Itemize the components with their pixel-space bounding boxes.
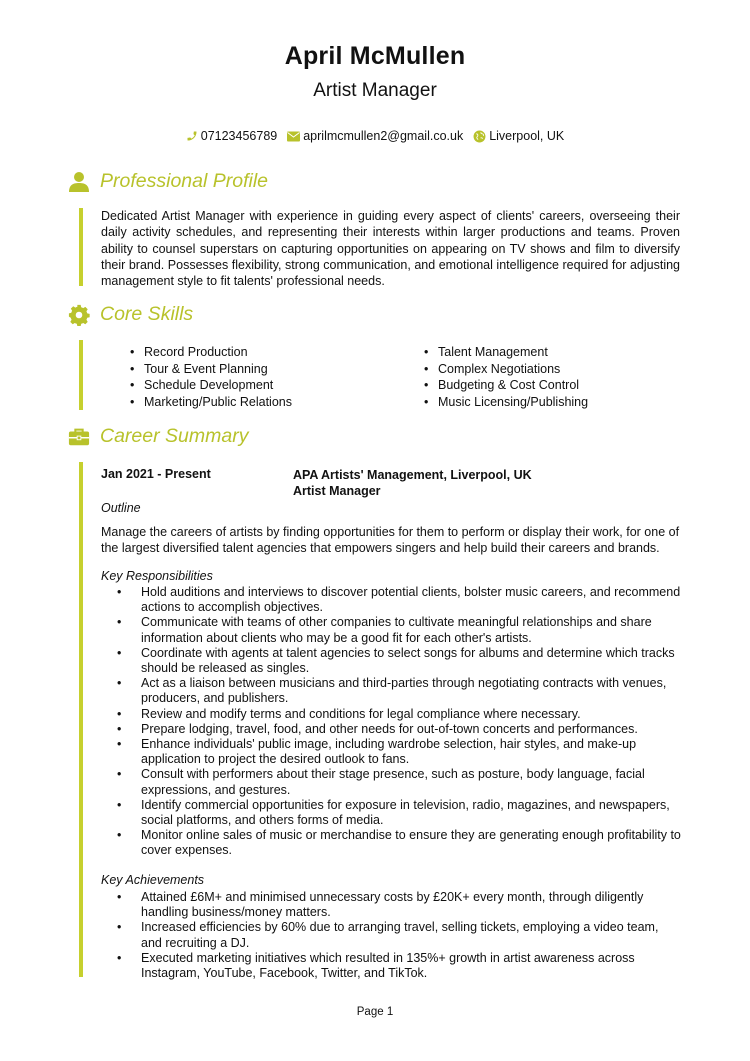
skill-item: • Talent Management	[424, 344, 624, 361]
list-item: • Identify commercial opportunities for exposure in television, radio, magazines, and newspapers, social platforms, and others forms of media.	[101, 798, 681, 828]
achievements-list	[101, 890, 681, 981]
section-heading-skills	[68, 303, 193, 326]
skill-item: • Music Licensing/Publishing	[424, 394, 624, 411]
company-name: APA Artists' Management, Liverpool, UK	[293, 468, 532, 482]
list-item: • Executed marketing initiatives which resulted in 135%+ growth in artist awareness across Instagram, YouTube, Facebook, Twitter, and TikTok.	[101, 951, 681, 981]
section-title: Career Summary	[100, 425, 249, 447]
skill-item: • Record Production	[130, 344, 330, 361]
achievements-label: Key Achievements	[101, 873, 205, 887]
responsibilities-label: Key Responsibilities	[101, 569, 213, 583]
section-accent-bar	[79, 462, 83, 977]
outline-text: Manage the careers of artists by finding opportunities for them to perform or display their work, for one of the largest diversified talent agencies that empowers singers and help build their careers and brands.	[101, 525, 680, 555]
globe-icon	[473, 130, 486, 143]
skills-column-left	[130, 344, 330, 410]
section-title: Professional Profile	[100, 170, 268, 192]
list-item: • Enhance individuals' public image, including wardrobe selection, hair styles, and make-up application to project the desired outlook to fans.	[101, 737, 681, 767]
skills-column-right	[424, 344, 624, 410]
gear-icon	[68, 304, 90, 326]
list-item: • Consult with performers about their stage presence, such as posture, body language, facial expressions, and gestures.	[101, 767, 681, 797]
contact-location	[473, 129, 564, 143]
contact-bar	[0, 129, 750, 143]
envelope-icon	[287, 131, 300, 142]
skill-item: • Marketing/Public Relations	[130, 394, 330, 411]
list-item: • Review and modify terms and conditions for legal compliance where necessary.	[101, 707, 681, 722]
responsibilities-list	[101, 585, 681, 859]
phone-number: 07123456789	[200, 129, 278, 143]
skill-item: • Complex Negotiations	[424, 361, 624, 378]
skill-item: • Tour & Event Planning	[130, 361, 330, 378]
resume-name: April McMullen	[284, 42, 466, 70]
list-item: • Monitor online sales of music or merchandise to ensure they are generating enough profitability to cover expenses.	[101, 828, 681, 858]
job-employer	[293, 467, 532, 499]
list-item: • Hold auditions and interviews to discover potential clients, bolster music careers, and recommend actions to accomplish objectives.	[101, 585, 681, 615]
briefcase-icon	[68, 426, 90, 448]
job-role: Artist Manager	[293, 484, 381, 498]
section-accent-bar	[79, 208, 83, 286]
skill-item: • Budgeting & Cost Control	[424, 377, 624, 394]
resume-title: Artist Manager	[313, 80, 437, 101]
phone-icon	[186, 130, 198, 142]
list-item: • Increased efficiencies by 60% due to arranging travel, selling tickets, employing a video team, and recruiting a DJ.	[101, 920, 681, 950]
section-accent-bar	[79, 340, 83, 410]
job-date: Jan 2021 - Present	[101, 467, 211, 481]
list-item: • Act as a liaison between musicians and third-parties through negotiating contracts with venues, producers, and publishers.	[101, 676, 681, 706]
page-number: Page 1	[356, 1006, 394, 1018]
section-heading-career	[68, 425, 248, 448]
contact-email	[287, 129, 463, 143]
list-item: • Coordinate with agents at talent agencies to select songs for albums and determine which tracks should be released as singles.	[101, 646, 681, 676]
profile-summary: Dedicated Artist Manager with experience in guiding every aspect of clients' careers, overseeing their daily activity schedules, and representing their interests within larger productions and teams. Proven ability to counsel superstars on capturing opportunities on appearing on TV shows and film to diversify their brand. Possesses flexibility, strong communication, and emotional intelligence required for adjusting management style to fit talents' professional needs.	[101, 209, 680, 289]
section-heading-profile	[68, 170, 268, 193]
list-item: • Communicate with teams of other companies to cultivate meaningful relationships and share information about clients who may be a good fit for each other's artists.	[101, 615, 681, 645]
skill-item: • Schedule Development	[130, 377, 330, 394]
list-item: • Prepare lodging, travel, food, and other needs for out-of-town concerts and performances.	[101, 722, 681, 737]
section-title: Core Skills	[100, 303, 194, 325]
contact-phone	[186, 129, 277, 143]
outline-label: Outline	[101, 501, 141, 515]
user-icon	[68, 171, 90, 193]
email-address: aprilmcmullen2@gmail.co.uk	[303, 129, 464, 143]
list-item: • Attained £6M+ and minimised unnecessary costs by £20K+ every month, through diligently handling business/money matters.	[101, 890, 681, 920]
location-text: Liverpool, UK	[489, 129, 565, 143]
